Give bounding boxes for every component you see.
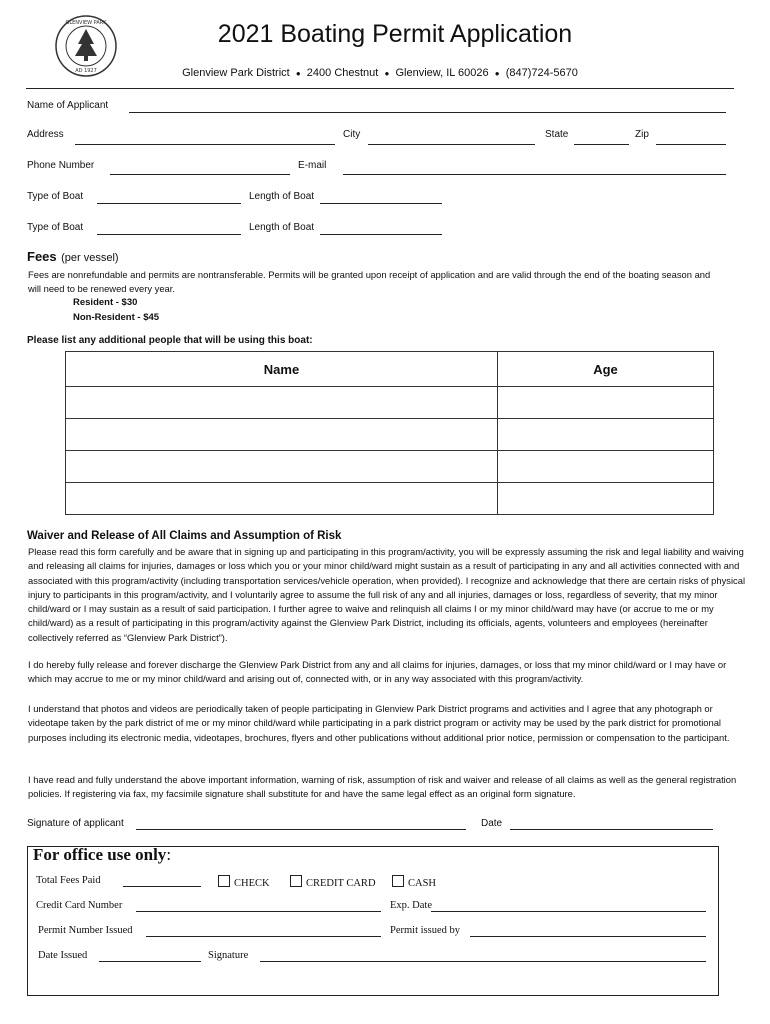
org-address: 2400 Chestnut	[306, 67, 379, 79]
org-phone: (847)724-5670	[505, 67, 578, 79]
check-label: CHECK	[234, 878, 270, 889]
permit-number-field[interactable]	[146, 936, 381, 937]
column-header-name: Name	[66, 352, 498, 387]
boat-type-label-1: Type of Boat	[27, 191, 84, 202]
waiver-paragraph-4: I have read and fully understand the above important information, warning of risk, assumption of risk and waiver and release of all claims as well as the general registration policies. If registering via fax, my facsimile signature shall substitute for and have the same legal effect as an original form signature.	[28, 774, 737, 800]
table-row	[66, 387, 714, 419]
page-title: 2021 Boating Permit Application	[217, 20, 573, 48]
permit-issued-by-field[interactable]	[470, 936, 706, 937]
waiver-heading: Waiver and Release of All Claims and Assumption of Risk	[27, 530, 342, 542]
city-label: City	[343, 129, 361, 140]
office-use-box	[27, 846, 719, 996]
boat-length-field-2[interactable]	[320, 234, 442, 235]
table-row	[66, 483, 714, 515]
address-label: Address	[27, 129, 64, 140]
table-header-row	[66, 352, 714, 387]
header-contact-line	[160, 67, 600, 79]
bullet: ●	[494, 69, 500, 78]
fee-resident: Resident - $30	[73, 297, 138, 308]
age-cell[interactable]	[498, 451, 714, 483]
office-signature-label: Signature	[208, 950, 249, 961]
zip-label: Zip	[635, 129, 649, 140]
office-heading-text: For office use only	[33, 845, 167, 864]
credit-card-checkbox[interactable]	[290, 875, 302, 887]
age-cell[interactable]	[498, 483, 714, 515]
check-checkbox[interactable]	[218, 875, 230, 887]
fee-nonresident: Non-Resident - $45	[73, 312, 160, 323]
org-name: Glenview Park District	[182, 67, 290, 79]
name-cell[interactable]	[66, 419, 498, 451]
cash-label: CASH	[408, 878, 437, 889]
date-issued-label: Date Issued	[38, 950, 88, 961]
office-heading-colon: :	[166, 845, 172, 864]
cc-number-field[interactable]	[136, 911, 381, 912]
fees-text: Fees are nonrefundable and permits are nontransferable. Permits will be granted upon receipt of application and are valid through the end of the boating season and will need to be renewed every year.	[28, 269, 711, 294]
date-label: Date	[481, 818, 503, 829]
people-heading: Please list any additional people that will be using this boat:	[27, 335, 313, 346]
boat-length-field-1[interactable]	[320, 203, 442, 204]
bullet: ●	[384, 69, 390, 78]
office-signature-field[interactable]	[260, 961, 706, 962]
total-fees-label: Total Fees Paid	[36, 875, 101, 886]
waiver-paragraph-3: I understand that photos and videos are periodically taken of people participating in Glenview Park District programs and activities and I agree that any photograph or videotape taken by the park district of me or my minor child/ward while participating in a park district program or activity may be used by the park district for promotional purposes including its electronic media, videotapes, brochures, flyers and other publications without additional prior notice, permission or compensation to the participant.	[28, 703, 730, 743]
office-heading	[33, 845, 171, 865]
credit-card-option[interactable]	[290, 875, 376, 889]
phone-field[interactable]	[110, 174, 290, 175]
email-field[interactable]	[343, 174, 726, 175]
date-field[interactable]	[510, 829, 713, 830]
name-label: Name of Applicant	[27, 100, 109, 111]
boat-type-label-2: Type of Boat	[27, 222, 84, 233]
svg-text:AD 1927: AD 1927	[75, 68, 97, 74]
name-field[interactable]	[129, 112, 726, 113]
date-issued-field[interactable]	[99, 961, 201, 962]
signature-label: Signature of applicant	[27, 818, 124, 829]
header-rule	[26, 88, 734, 89]
address-field[interactable]	[75, 144, 335, 145]
bullet: ●	[295, 69, 301, 78]
email-label: E-mail	[298, 160, 327, 171]
zip-field[interactable]	[656, 144, 726, 145]
cc-number-label: Credit Card Number	[36, 900, 123, 911]
park-district-logo	[54, 14, 118, 78]
fees-heading	[27, 248, 119, 266]
boat-length-label-2: Length of Boat	[249, 222, 315, 233]
phone-label: Phone Number	[27, 160, 95, 171]
check-option[interactable]	[218, 875, 270, 889]
people-table	[65, 351, 714, 515]
state-label: State	[545, 129, 569, 140]
svg-text:GLENVIEW PARK: GLENVIEW PARK	[65, 20, 107, 26]
boat-type-field-1[interactable]	[97, 203, 241, 204]
fees-subheading: (per vessel)	[61, 252, 119, 264]
credit-card-label: CREDIT CARD	[306, 878, 376, 889]
total-fees-field[interactable]	[123, 886, 201, 887]
waiver-paragraph-2: I do hereby fully release and forever discharge the Glenview Park District from any and all claims for injuries, damages, or loss that my minor child/ward or I may have or which may accrue to me or my minor child/ward and arising out of, connected with, or in any way associated with this program/activity.	[28, 659, 727, 685]
exp-date-field[interactable]	[431, 911, 706, 912]
org-city: Glenview, IL 60026	[395, 67, 489, 79]
signature-field[interactable]	[136, 829, 466, 830]
city-field[interactable]	[368, 144, 535, 145]
name-cell[interactable]	[66, 451, 498, 483]
column-header-age: Age	[498, 352, 714, 387]
permit-issued-by-label: Permit issued by	[390, 925, 460, 936]
cash-checkbox[interactable]	[392, 875, 404, 887]
permit-number-label: Permit Number Issued	[38, 925, 133, 936]
state-field[interactable]	[574, 144, 629, 145]
cash-option[interactable]	[392, 875, 436, 889]
name-cell[interactable]	[66, 483, 498, 515]
name-cell[interactable]	[66, 387, 498, 419]
waiver-paragraph-1: Please read this form carefully and be aware that in signing up and participating in this program/activity, you will be expressly assuming the risk and legal liability and waiving and releasing all claims for injuries, damages or loss which you or your minor child/ward might sustain as a result of participating in any and all activities connected with and associated with this program/activity (including transportation services/vehicle operation, when provided). I recognize and acknowledge that there are certain risks of physical injury to participants in this program/activity, and I voluntarily agree to assume the full risk of any and all injuries, damages or loss, regardless of severity, that my minor child/ward or I may sustain as a result of said participation. I further agree to waive and relinquish all claims I or my minor child/ward may have (or accrue to me or my child/ward) as a result of participating in this program/activity against the Glenview Park District, including its officials, agents, volunteers and employees (hereinafter collectively referred as “Glenview Park District”).	[28, 546, 746, 643]
fees-heading-text: Fees	[27, 249, 57, 264]
table-row	[66, 451, 714, 483]
age-cell[interactable]	[498, 387, 714, 419]
age-cell[interactable]	[498, 419, 714, 451]
boat-type-field-2[interactable]	[97, 234, 241, 235]
table-row	[66, 419, 714, 451]
boat-length-label-1: Length of Boat	[249, 191, 315, 202]
exp-date-label: Exp. Date	[390, 900, 432, 911]
